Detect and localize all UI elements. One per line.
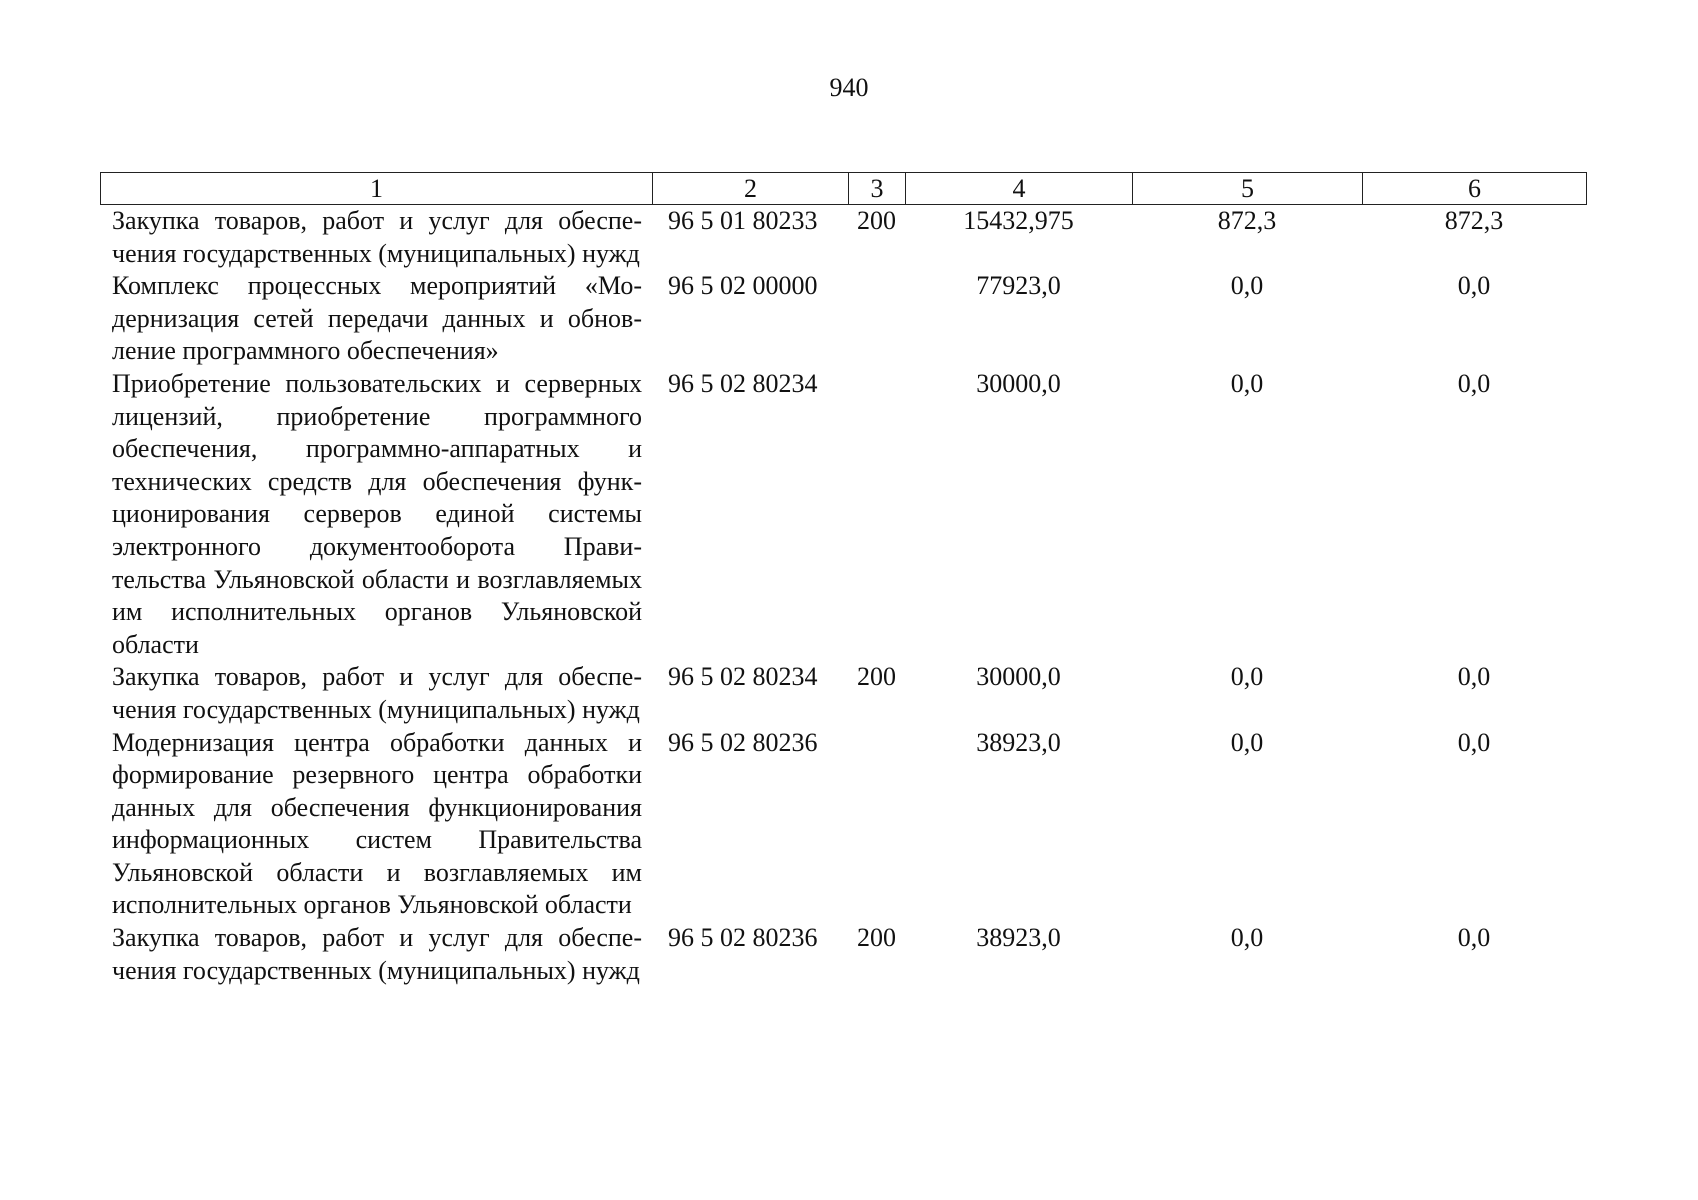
- budget-table: [100, 205, 1586, 987]
- target-code: 96 5 02 80236: [668, 727, 818, 757]
- value-col-5: 0,0: [1230, 727, 1264, 757]
- header-col-3: 3: [849, 173, 906, 205]
- value-col-5: 0,0: [1230, 662, 1264, 692]
- expense-type: 200: [857, 662, 896, 692]
- item-name: Комплекс процессных мероприятий «Модернизация сетей передачи данных и обновление программного обеспечения»: [112, 271, 642, 366]
- expense-type: [848, 727, 905, 923]
- table-row: [100, 270, 1586, 368]
- item-name: Модернизация центра обработки данных и формирование резервного центра обработки данных для обеспечения функционирования информационных систем Правительства Ульяновской области и возглавляемых им исполнительных органов Ульяновской области: [112, 727, 642, 920]
- value-col-4: 77923,0: [976, 271, 1061, 301]
- target-code: 96 5 02 80234: [668, 368, 818, 398]
- table-row: [100, 727, 1586, 923]
- header-row: [101, 173, 1587, 205]
- expense-type: 200: [857, 923, 896, 953]
- item-name: Закупка товаров, работ и услуг для обеспечения государственных (муниципальных) нужд: [112, 923, 642, 985]
- value-col-6: 0,0: [1457, 727, 1491, 757]
- target-code: 96 5 02 00000: [668, 271, 818, 301]
- value-col-6: 0,0: [1457, 923, 1491, 953]
- table-header: [100, 172, 1587, 205]
- page-number: 940: [829, 73, 869, 102]
- table-row: [100, 922, 1586, 987]
- header-col-6: 6: [1363, 173, 1587, 205]
- value-col-4: 38923,0: [976, 727, 1061, 757]
- value-col-6: 0,0: [1457, 368, 1491, 398]
- target-code: 96 5 02 80234: [668, 662, 818, 692]
- expense-type: [848, 368, 905, 661]
- target-code: 96 5 01 80233: [668, 206, 818, 235]
- value-col-5: 872,3: [1217, 206, 1277, 235]
- table-row: [100, 368, 1586, 661]
- item-name: Закупка товаров, работ и услуг для обеспечения государственных (муниципальных) нужд: [112, 206, 642, 268]
- value-col-6: 0,0: [1457, 662, 1491, 692]
- value-col-4: 30000,0: [976, 662, 1061, 692]
- value-col-4: 38923,0: [976, 923, 1061, 953]
- table-row: [100, 205, 1586, 270]
- value-col-5: 0,0: [1230, 271, 1264, 301]
- header-col-1: 1: [101, 173, 653, 205]
- value-col-6: 872,3: [1444, 206, 1504, 235]
- target-code: 96 5 02 80236: [668, 923, 818, 953]
- expense-type: 200: [857, 206, 896, 235]
- value-col-4: 30000,0: [976, 368, 1061, 398]
- expense-type: [848, 270, 905, 368]
- item-name: Приобретение пользовательских и серверных лицензий, приобретение программного обеспечения, программно-аппаратных и технических средств для обеспечения функционирования серверов единой системы электронного документооборота Правительства Ульяновской области и возглавляемых им исполнительных органов Ульяновской области: [112, 368, 642, 659]
- header-col-4: 4: [906, 173, 1133, 205]
- header-col-5: 5: [1133, 173, 1363, 205]
- item-name: Закупка товаров, работ и услуг для обеспечения государственных (муниципальных) нужд: [112, 662, 642, 724]
- value-col-5: 0,0: [1230, 923, 1264, 953]
- value-col-5: 0,0: [1230, 368, 1264, 398]
- table-row: [100, 661, 1586, 726]
- header-col-2: 2: [653, 173, 849, 205]
- value-col-6: 0,0: [1457, 271, 1491, 301]
- value-col-4: 15432,975: [963, 206, 1074, 235]
